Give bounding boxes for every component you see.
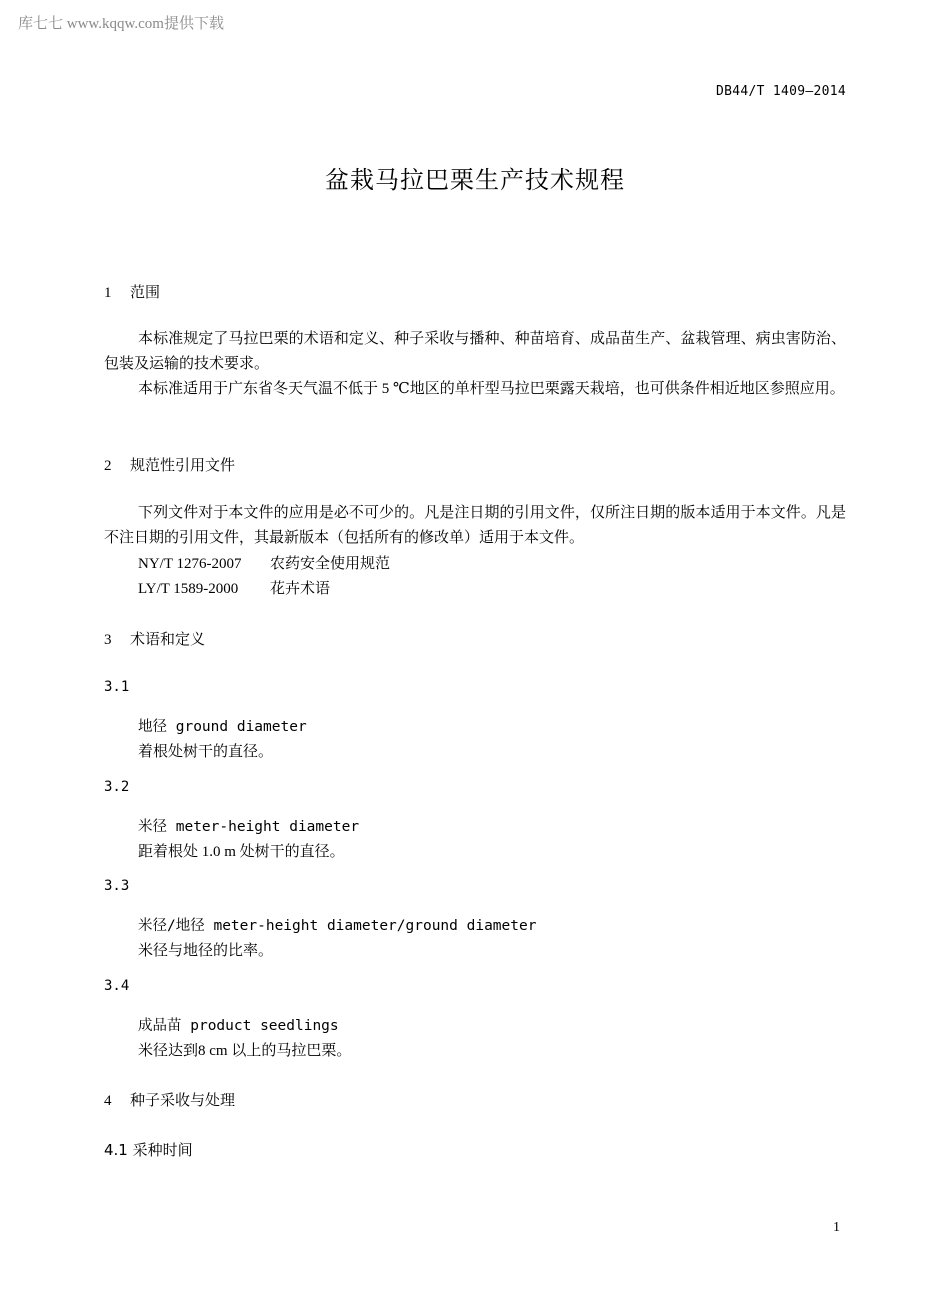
section-2-heading	[104, 454, 235, 475]
term-definition: 米径与地径的比率。	[138, 943, 274, 959]
section-title: 术语和定义	[130, 630, 206, 648]
paragraph: 下列文件对于本文件的应用是必不可少的。凡是注日期的引用文件，仅所注日期的版本适用于本文件。凡是不注日期的引用文件，其最新版本（包括所有的修改单）适用于本文件。	[104, 505, 846, 546]
section-4-heading	[104, 1089, 235, 1110]
section-title: 规范性引用文件	[130, 456, 236, 474]
reference-name: 花卉术语	[270, 581, 331, 597]
term-title: 米径/地径 meter-height diameter/ground diameter	[138, 918, 537, 934]
term-title: 成品苗 product seedlings	[138, 1018, 339, 1034]
clause-number: 3.2	[104, 779, 130, 795]
term-definition: 米径达到8 cm 以上的马拉巴栗。	[138, 1043, 352, 1059]
paragraph: 本标准适用于广东省冬天气温不低于 5 ℃地区的单杆型马拉巴栗露天栽培，也可供条件相近地区参照应用。	[138, 381, 845, 397]
page-number: 1	[833, 1220, 840, 1235]
document-title: 盆栽马拉巴栗生产技术规程	[325, 166, 625, 194]
reference-item	[138, 577, 330, 598]
section-number: 2	[104, 458, 112, 474]
term-title: 地径 ground diameter	[138, 719, 307, 735]
section-1-heading	[104, 281, 160, 302]
watermark-text: 库七七 www.kqqw.com提供下载	[18, 16, 224, 32]
term-title: 米径 meter-height diameter	[138, 819, 360, 835]
reference-name: 农药安全使用规范	[270, 556, 391, 572]
paragraph: 本标准规定了马拉巴栗的术语和定义、种子采收与播种、种苗培育、成品苗生产、盆栽管理、病虫害防治、包装及运输的技术要求。	[104, 331, 846, 372]
section-number: 3	[104, 632, 112, 648]
reference-code: NY/T 1276-2007	[138, 556, 242, 572]
section-number: 1	[104, 285, 112, 301]
subsection-heading: 4.1 采种时间	[104, 1141, 193, 1159]
section-title: 范围	[130, 283, 161, 301]
clause-number: 3.4	[104, 978, 130, 994]
section-3-heading	[104, 628, 205, 649]
standard-number: DB44/T 1409—2014	[715, 84, 846, 99]
clause-number: 3.3	[104, 878, 130, 894]
section-number: 4	[104, 1093, 112, 1109]
term-definition: 距着根处 1.0 m 处树干的直径。	[138, 844, 345, 860]
term-definition: 着根处树干的直径。	[138, 744, 274, 760]
section-title: 种子采收与处理	[130, 1091, 236, 1109]
reference-code: LY/T 1589-2000	[138, 581, 239, 597]
reference-item	[138, 552, 390, 573]
clause-number: 3.1	[104, 679, 130, 695]
